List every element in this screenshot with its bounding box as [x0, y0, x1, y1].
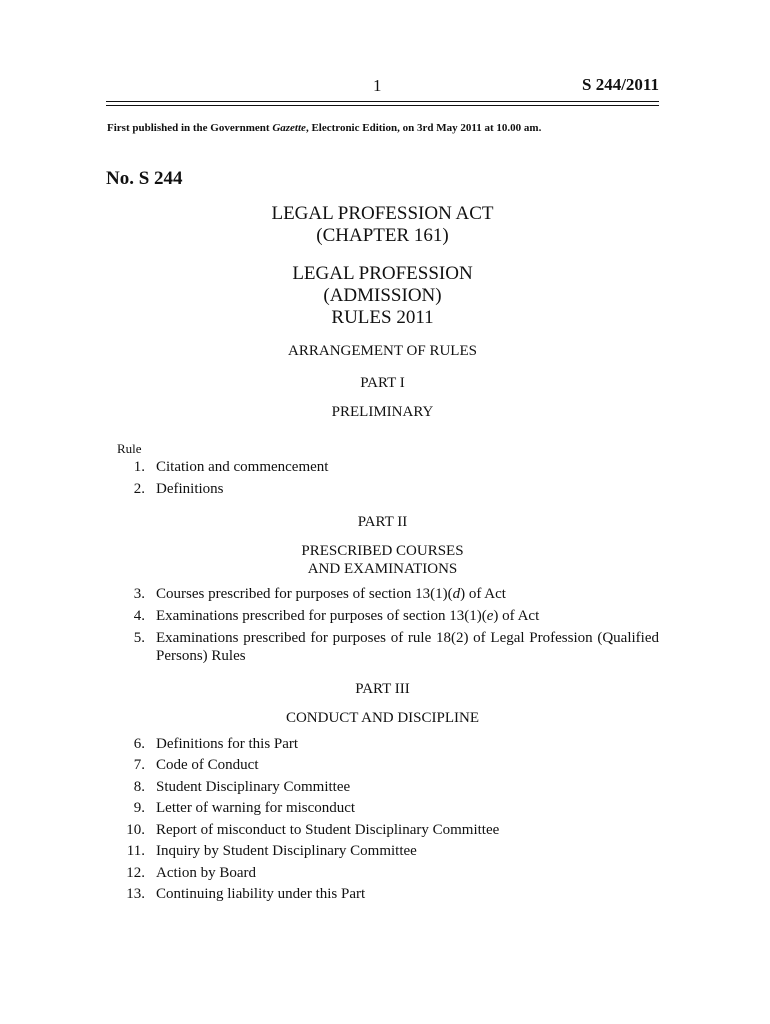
part-heading: PRELIMINARY — [331, 404, 434, 420]
rule-number: 2. — [133, 481, 145, 497]
rules-title-line-2: (ADMISSION) — [323, 285, 442, 306]
rule-title: Student Disciplinary Committee — [156, 779, 351, 795]
publication-notice: First published in the Government Gazette, Electronic Edition, on 3rd May 2011 at 10.00 am. — [107, 122, 542, 134]
rule-title: Letter of warning for misconduct — [156, 800, 356, 816]
rule-number: 5. — [133, 630, 145, 646]
part-heading: PRESCRIBED COURSES — [301, 543, 464, 559]
part-label: PART I — [360, 375, 405, 391]
rule-title: Definitions — [156, 481, 224, 497]
rule-number: 12. — [126, 865, 145, 881]
act-chapter: (CHAPTER 161) — [316, 225, 449, 246]
rule-number: 4. — [133, 608, 145, 624]
part-heading: CONDUCT AND DISCIPLINE — [285, 710, 480, 726]
rule-number: 6. — [133, 736, 145, 752]
rules-title-line-3: RULES 2011 — [331, 307, 434, 328]
rule-number: 11. — [126, 843, 145, 859]
gazette-number: S 244/2011 — [582, 75, 659, 94]
rule-title: Courses prescribed for purposes of section 13(1)(d) of Act — [156, 586, 506, 602]
rule-number: 8. — [133, 779, 145, 795]
header-rule-top — [106, 101, 659, 102]
rule-title: Examinations prescribed for purposes of section 13(1)(e) of Act — [156, 608, 540, 624]
rule-title: Code of Conduct — [156, 757, 259, 773]
rule-title: Continuing liability under this Part — [156, 886, 366, 902]
rule-title: Definitions for this Part — [156, 736, 299, 752]
rule-title: Examinations prescribed for purposes of rule 18(2) of Legal Profession (Qualified Persons) Rules — [156, 630, 659, 664]
page-number: 1 — [373, 76, 382, 95]
rule-column-label: Rule — [117, 441, 142, 456]
rule-title: Action by Board — [156, 865, 256, 881]
rule-number: 3. — [133, 586, 145, 602]
rule-number: 9. — [133, 800, 145, 816]
rule-title: Citation and commencement — [156, 459, 329, 475]
part-label: PART III — [355, 681, 410, 697]
notification-number: No. S 244 — [106, 168, 183, 189]
rule-title: Inquiry by Student Disciplinary Committee — [156, 843, 417, 859]
rules-title-line-1: LEGAL PROFESSION — [292, 263, 473, 284]
act-title: LEGAL PROFESSION ACT — [271, 203, 494, 224]
arrangement-heading: ARRANGEMENT OF RULES — [288, 343, 477, 359]
rule-number: 10. — [126, 822, 145, 838]
part-label: PART II — [357, 514, 408, 530]
rule-number: 1. — [133, 459, 145, 475]
header-rule-bottom — [106, 105, 659, 106]
part-heading: AND EXAMINATIONS — [307, 561, 458, 577]
rule-title: Report of misconduct to Student Disciplinary Committee — [156, 822, 500, 838]
rule-number: 7. — [133, 757, 145, 773]
rule-number: 13. — [126, 886, 145, 902]
